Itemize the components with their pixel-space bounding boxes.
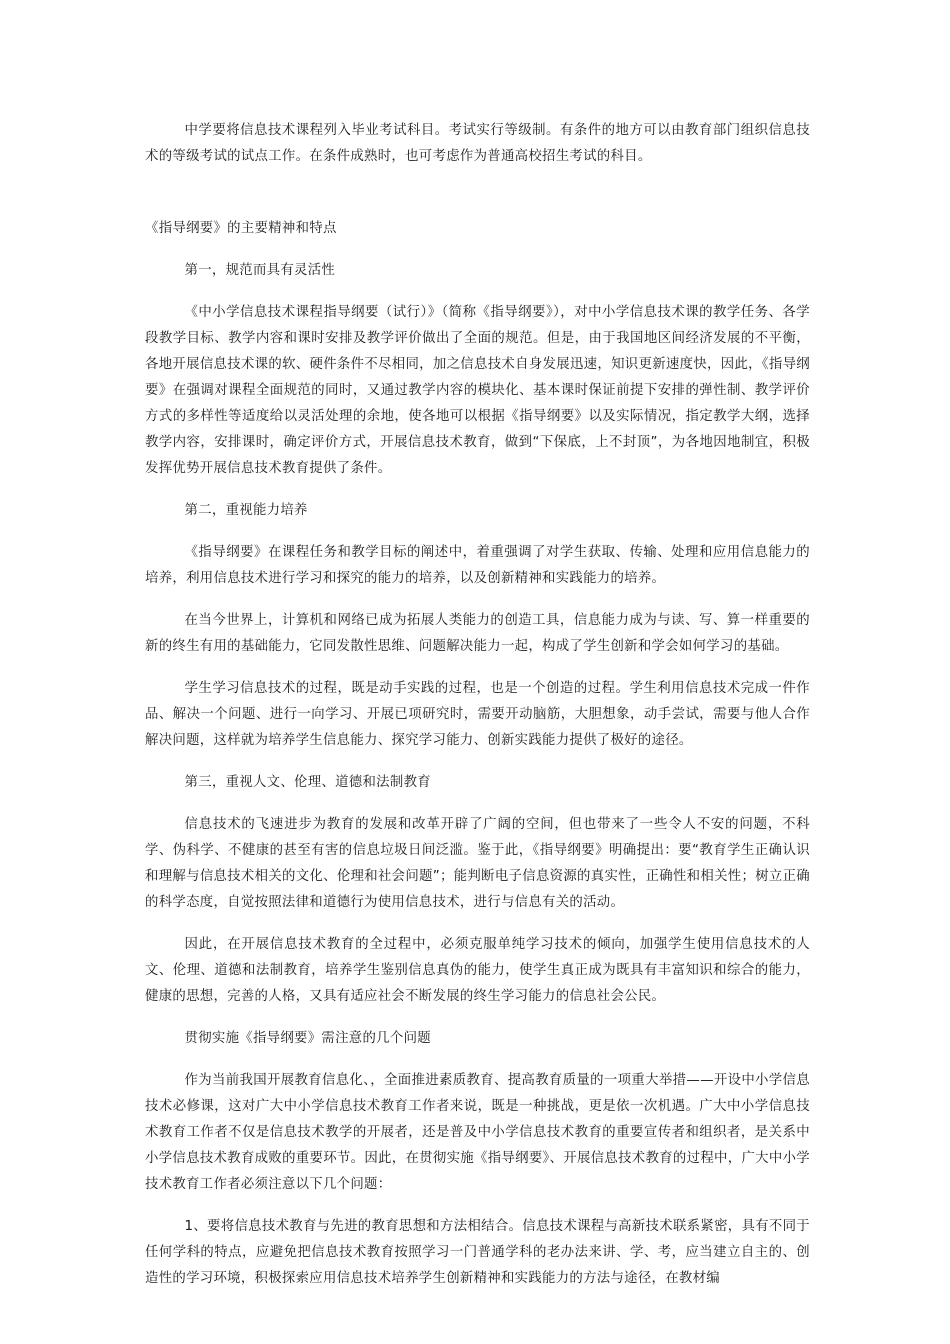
spacer <box>145 242 810 258</box>
paragraph-ethics-education: 因此，在开展信息技术教育的全过程中，必须克服单纯学习技术的倾向，加强学生使用信息技术的人文、伦理、道德和法制教育，培养学生鉴别信息真伪的能力，使学生真正成为既具有丰富知识和综合的能力，健康的思想，完善的人格，又具有适应社会不断发展的终生学习能力的信息社会公民。 <box>145 937 810 1004</box>
document-page <box>145 118 810 1292</box>
heading-second-point: 第二，重视能力培养 <box>184 503 308 518</box>
spacer <box>145 1010 810 1026</box>
spacer <box>145 284 810 300</box>
spacer <box>145 754 810 770</box>
paragraph-ethics-problems: 信息技术的飞速进步为教育的发展和改革开辟了广阔的空间，但也带来了一些令人不安的问题，不科学、伪科学、不健康的甚至有害的信息垃圾日间泛滥。鉴于此，《指导纲要》明确提出：要“教育学生正确认识和理解与信息技术相关的文化、伦理和社会问题”；能判断电子信息资源的真实性，正确性和相关性；树立正确的科学态度，自觉按照法律和道德行为使用信息技术，进行与信息有关的活动。 <box>145 817 810 910</box>
spacer <box>145 1052 810 1068</box>
spacer <box>145 524 810 540</box>
spacer <box>145 796 810 812</box>
paragraph-point-one: 1、要将信息技术教育与先进的教育思想和方法相结合。信息技术课程与高新技术联系紧密，具有不同于任何学科的特点，应避免把信息技术教育按照学习一门普通学科的老办法来讲、学、考，应当建立自主的、创造性的学习环境，积极探索应用信息技术培养学生创新精神和实践能力的方法与途径，在教材编 <box>145 1219 810 1286</box>
section-spacer <box>145 170 810 216</box>
paragraph-information-ability: 在当今世界上，计算机和网络已成为拓展人类能力的创造工具，信息能力成为与读、写、算一样重要的新的终生有用的基础能力，它同发散性思维、问题解决能力一起，构成了学生创新和学会如何学习的基础。 <box>145 613 810 654</box>
paragraph-ability-goals: 《指导纲要》在课程任务和教学目标的阐述中，着重强调了对学生获取、传输、处理和应用信息能力的培养，利用信息技术进行学习和探究的能力的培养，以及创新精神和实践能力的培养。 <box>145 545 810 586</box>
heading-implementation-issues: 贯彻实施《指导纲要》需注意的几个问题 <box>184 1031 431 1046</box>
spacer <box>145 482 810 498</box>
heading-third-point: 第三，重视人文、伦理、道德和法制教育 <box>184 775 431 790</box>
spacer <box>145 660 810 676</box>
paragraph-implementation-intro: 作为当前我国开展教育信息化、，全面推进素质教育、提高教育质量的一项重大举措——开设中小学信息技术必修课，这对广大中小学信息技术教育工作者来说，既是一种挑战，更是依一次机遇。广大中小学信息技术教育工作者不仅是信息技术教学的开展者，还是普及中小学信息技术教育的重要宣传者和组织者，是关系中小学信息技术教育成败的重要环节。因此，在贯彻实施《指导纲要》、开展信息技术教育的过程中，广大中小学技术教育工作者必须注意以下几个问题： <box>145 1073 810 1192</box>
spacer <box>145 1198 810 1214</box>
heading-main-spirit: 《指导纲要》的主要精神和特点 <box>145 221 337 236</box>
spacer <box>145 592 810 608</box>
paragraph-exam-policy: 中学要将信息技术课程列入毕业考试科目。考试实行等级制。有条件的地方可以由教育部门组织信息技术的等级考试的试点工作。在条件成熟时，也可考虑作为普通高校招生考试的科目。 <box>145 123 810 164</box>
paragraph-learning-process: 学生学习信息技术的过程，既是动手实践的过程，也是一个创造的过程。学生利用信息技术完成一件作品、解决一个问题、进行一向学习、开展已项研究时，需要开动脑筋，大胆想象，动手尝试，需要与他人合作解决问题，这样就为培养学生信息能力、探究学习能力、创新实践能力提供了极好的途径。 <box>145 681 810 748</box>
heading-first-point: 第一，规范而具有灵活性 <box>184 263 336 278</box>
paragraph-standard-flexible: 《中小学信息技术课程指导纲要（试行）》（简称《指导纲要》），对中小学信息技术课的教学任务、各学段教学目标、教学内容和课时安排及教学评价做出了全面的规范。但是，由于我国地区间经济发展的不平衡，各地开展信息技术课的软、硬件条件不尽相同，加之信息技术自身发展迅速，知识更新速度快，因此，《指导纲要》在强调对课程全面规范的同时，又通过教学内容的模块化、基本课时保证前提下安排的弹性制、教学评价方式的多样性等适度给以灵活处理的余地，使各地可以根据《指导纲要》以及实际情况，指定教学大纲，选择教学内容，安排课时，确定评价方式，开展信息技术教育，做到“下保底，上不封顶”，为各地因地制宜，积极发挥优势开展信息技术教育提供了条件。 <box>145 305 810 476</box>
spacer <box>145 916 810 932</box>
